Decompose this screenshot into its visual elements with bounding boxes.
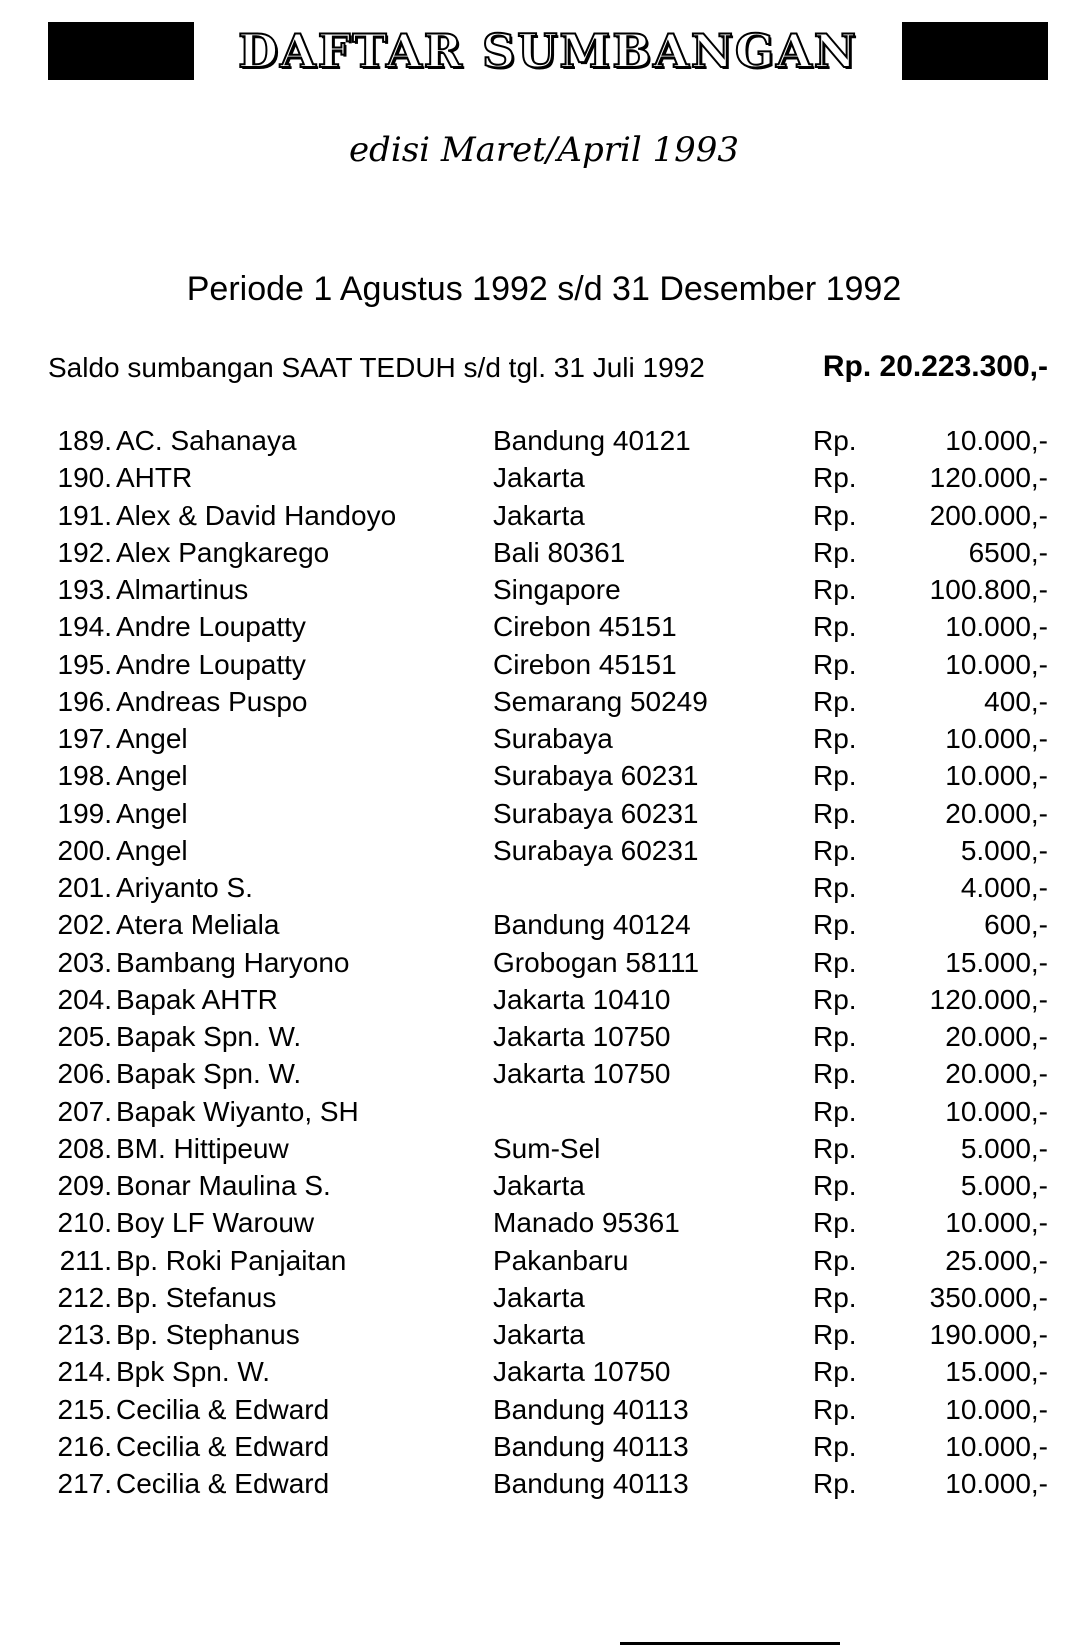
donor-city: Surabaya 60231 bbox=[493, 834, 699, 866]
currency-label: Rp. bbox=[813, 1319, 857, 1350]
donor-city: Semarang 50249 bbox=[493, 685, 708, 717]
list-item bbox=[48, 1096, 1048, 1133]
donation-amount: 20.000,- bbox=[945, 1021, 1048, 1052]
donation-amount: 600,- bbox=[984, 909, 1048, 941]
list-item bbox=[48, 1021, 1048, 1058]
entry-number: 206. bbox=[57, 1058, 112, 1090]
list-item bbox=[48, 760, 1048, 797]
donation-amount: 10.000,- bbox=[945, 1095, 1048, 1127]
currency-label: Rp. bbox=[813, 1393, 857, 1425]
list-item bbox=[48, 872, 1048, 909]
currency-label: Rp. bbox=[813, 983, 857, 1015]
list-item bbox=[48, 425, 1048, 462]
donor-city: Surabaya 60231 bbox=[493, 760, 699, 792]
entry-number: 207. bbox=[57, 1095, 112, 1127]
entry-number: 214. bbox=[57, 1356, 112, 1388]
donor-name: Andre Loupatty bbox=[116, 648, 306, 680]
donor-name: Boy LF Warouw bbox=[116, 1207, 315, 1239]
entry-number: 204. bbox=[57, 983, 112, 1015]
donation-amount: 10.000,- bbox=[945, 1393, 1048, 1425]
donor-city: Pakanbaru bbox=[493, 1244, 629, 1276]
balance-amount: Rp. 20.223.300,- bbox=[822, 350, 1048, 383]
entry-number: 199. bbox=[57, 797, 112, 829]
currency-label: Rp. bbox=[813, 425, 857, 456]
entry-number: 200. bbox=[57, 834, 112, 866]
donation-amount: 190.000,- bbox=[929, 1319, 1048, 1350]
currency-label: Rp. bbox=[813, 1468, 857, 1499]
list-item bbox=[48, 649, 1048, 686]
donor-city: Surabaya 60231 bbox=[493, 797, 699, 829]
donor-name: Cecilia & Edward bbox=[116, 1468, 330, 1499]
currency-label: Rp. bbox=[813, 648, 857, 680]
donation-amount: 5.000,- bbox=[960, 1132, 1048, 1164]
donation-amount: 10.000,- bbox=[945, 611, 1048, 643]
currency-label: Rp. bbox=[813, 946, 857, 978]
currency-label: Rp. bbox=[813, 1170, 857, 1201]
donor-name: Bonar Maulina S. bbox=[116, 1170, 331, 1201]
list-item bbox=[48, 1170, 1048, 1207]
currency-label: Rp. bbox=[813, 909, 857, 941]
list-item bbox=[48, 947, 1048, 984]
entry-number: 217. bbox=[57, 1468, 112, 1499]
currency-label: Rp. bbox=[813, 574, 857, 605]
donor-city: Jakarta 10750 bbox=[493, 1021, 671, 1052]
list-item bbox=[48, 574, 1048, 611]
donor-name: Bapak Wiyanto, SH bbox=[116, 1095, 359, 1127]
entry-number: 211. bbox=[59, 1244, 112, 1276]
currency-label: Rp. bbox=[813, 1244, 857, 1276]
donation-amount: 10.000,- bbox=[945, 425, 1048, 456]
entry-number: 205. bbox=[57, 1021, 112, 1052]
donor-name: AC. Sahanaya bbox=[116, 425, 297, 456]
donor-name: Andreas Puspo bbox=[116, 685, 308, 717]
donor-name: Almartinus bbox=[116, 574, 249, 605]
donor-name: Cecilia & Edward bbox=[116, 1393, 330, 1425]
list-item bbox=[48, 835, 1048, 872]
donor-name: Cecilia & Edward bbox=[116, 1430, 330, 1462]
list-item bbox=[48, 1356, 1048, 1393]
donation-amount: 10.000,- bbox=[945, 1468, 1048, 1499]
currency-label: Rp. bbox=[813, 872, 857, 903]
entry-number: 212. bbox=[57, 1281, 112, 1313]
donor-name: Bp. Stephanus bbox=[116, 1319, 300, 1350]
list-item bbox=[48, 1058, 1048, 1095]
currency-label: Rp. bbox=[813, 1281, 857, 1313]
donor-city: Bali 80361 bbox=[493, 536, 626, 568]
donation-amount: 100.800,- bbox=[929, 574, 1048, 605]
donation-amount: 10.000,- bbox=[945, 760, 1048, 792]
list-item bbox=[48, 1133, 1048, 1170]
currency-label: Rp. bbox=[813, 723, 857, 754]
currency-label: Rp. bbox=[813, 685, 857, 717]
list-item bbox=[48, 611, 1048, 648]
donor-name: Bapak Spn. W. bbox=[116, 1021, 302, 1052]
currency-label: Rp. bbox=[813, 1058, 857, 1090]
donor-city: Grobogan 58111 bbox=[493, 946, 700, 978]
entry-number: 208. bbox=[57, 1132, 112, 1164]
donor-city: Jakarta bbox=[493, 1319, 585, 1350]
entry-number: 191. bbox=[57, 499, 112, 531]
donation-amount: 350.000,- bbox=[929, 1281, 1048, 1313]
donor-name: BM. Hittipeuw bbox=[116, 1132, 289, 1164]
list-item bbox=[48, 798, 1048, 835]
entry-number: 190. bbox=[57, 462, 112, 494]
list-item bbox=[48, 723, 1048, 760]
currency-label: Rp. bbox=[813, 611, 857, 643]
list-item bbox=[48, 1394, 1048, 1431]
entry-number: 198. bbox=[57, 760, 112, 792]
currency-label: Rp. bbox=[813, 1430, 857, 1462]
donor-city: Jakarta 10750 bbox=[493, 1058, 671, 1090]
list-item bbox=[48, 1319, 1048, 1356]
entry-number: 215. bbox=[57, 1393, 112, 1425]
donor-name: Andre Loupatty bbox=[116, 611, 306, 643]
currency-label: Rp. bbox=[813, 536, 857, 568]
donation-amount: 200.000,- bbox=[929, 499, 1048, 531]
entry-number: 202. bbox=[57, 909, 112, 941]
donor-city: Bandung 40121 bbox=[493, 425, 691, 456]
donor-city: Singapore bbox=[493, 574, 621, 605]
entry-number: 210. bbox=[57, 1207, 112, 1239]
list-item bbox=[48, 984, 1048, 1021]
list-item bbox=[48, 1245, 1048, 1282]
donation-amount: 10.000,- bbox=[945, 1207, 1048, 1239]
entry-number: 201. bbox=[57, 872, 112, 903]
period-heading: Periode 1 Agustus 1992 s/d 31 Desember 1992 bbox=[186, 270, 902, 308]
donor-city: Jakarta bbox=[493, 462, 585, 494]
entry-number: 213. bbox=[57, 1319, 112, 1350]
donor-name: Angel bbox=[116, 797, 188, 829]
donation-amount: 6500,- bbox=[968, 536, 1048, 568]
list-item bbox=[48, 537, 1048, 574]
donation-amount: 20.000,- bbox=[945, 797, 1048, 829]
currency-label: Rp. bbox=[813, 1132, 857, 1164]
page-header bbox=[48, 22, 1048, 80]
donation-amount: 25.000,- bbox=[945, 1244, 1048, 1276]
donor-city: Bandung 40113 bbox=[493, 1430, 689, 1462]
header-bar-left bbox=[48, 22, 194, 80]
list-item bbox=[48, 1207, 1048, 1244]
entry-number: 196. bbox=[57, 685, 112, 717]
donor-name: Bapak AHTR bbox=[116, 983, 278, 1015]
entry-number: 195. bbox=[57, 648, 112, 680]
donor-city: Bandung 40124 bbox=[493, 909, 691, 941]
donation-amount: 10.000,- bbox=[945, 648, 1048, 680]
donor-city: Bandung 40113 bbox=[493, 1468, 689, 1499]
donor-name: Bambang Haryono bbox=[116, 946, 350, 978]
donation-amount: 20.000,- bbox=[945, 1058, 1048, 1090]
donor-name: Angel bbox=[116, 723, 188, 754]
entry-number: 194. bbox=[57, 611, 112, 643]
bottom-rule bbox=[620, 1642, 840, 1645]
donor-name: Angel bbox=[116, 760, 188, 792]
donor-name: Bapak Spn. W. bbox=[116, 1058, 302, 1090]
donor-name: Atera Meliala bbox=[116, 909, 280, 941]
donor-city: Jakarta 10410 bbox=[493, 983, 671, 1015]
donor-city: Manado 95361 bbox=[493, 1207, 680, 1239]
currency-label: Rp. bbox=[813, 760, 857, 792]
currency-label: Rp. bbox=[813, 1356, 857, 1388]
donation-amount: 10.000,- bbox=[945, 1430, 1048, 1462]
donor-city: Jakarta 10750 bbox=[493, 1356, 671, 1388]
currency-label: Rp. bbox=[813, 1095, 857, 1127]
donation-list bbox=[48, 425, 1048, 1505]
donor-city: Bandung 40113 bbox=[493, 1393, 689, 1425]
currency-label: Rp. bbox=[813, 499, 857, 531]
currency-label: Rp. bbox=[813, 797, 857, 829]
donor-city: Sum-Sel bbox=[493, 1132, 601, 1164]
balance-label: Saldo sumbangan SAAT TEDUH s/d tgl. 31 Juli 1992 bbox=[48, 352, 705, 383]
list-item bbox=[48, 1468, 1048, 1505]
donation-amount: 120.000,- bbox=[929, 983, 1048, 1015]
donation-amount: 15.000,- bbox=[945, 1356, 1048, 1388]
currency-label: Rp. bbox=[813, 1021, 857, 1052]
donation-amount: 10.000,- bbox=[945, 723, 1048, 754]
header-bar-right bbox=[902, 22, 1048, 80]
donor-city: Jakarta bbox=[493, 1281, 585, 1313]
donor-city: Surabaya bbox=[493, 723, 613, 754]
entry-number: 216. bbox=[57, 1430, 112, 1462]
entry-number: 197. bbox=[57, 723, 112, 754]
list-item bbox=[48, 500, 1048, 537]
donor-name: Alex & David Handoyo bbox=[116, 499, 397, 531]
currency-label: Rp. bbox=[813, 1207, 857, 1239]
donation-amount: 400,- bbox=[984, 685, 1048, 717]
donor-name: AHTR bbox=[116, 462, 193, 494]
donor-name: Angel bbox=[116, 834, 188, 866]
donation-amount: 4.000,- bbox=[960, 872, 1048, 903]
list-item bbox=[48, 1282, 1048, 1319]
donor-name: Alex Pangkarego bbox=[116, 536, 330, 568]
entry-number: 189. bbox=[57, 425, 112, 456]
list-item bbox=[48, 909, 1048, 946]
entry-number: 209. bbox=[57, 1170, 112, 1201]
entry-number: 192. bbox=[57, 536, 112, 568]
donor-name: Bp. Roki Panjaitan bbox=[116, 1244, 347, 1276]
opening-balance bbox=[48, 352, 1048, 392]
donor-name: Ariyanto S. bbox=[116, 872, 253, 903]
donor-name: Bpk Spn. W. bbox=[116, 1356, 271, 1388]
donation-amount: 5.000,- bbox=[960, 834, 1048, 866]
donation-amount: 15.000,- bbox=[945, 946, 1048, 978]
donor-city: Jakarta bbox=[493, 499, 585, 531]
list-item bbox=[48, 1431, 1048, 1468]
donor-city: Cirebon 45151 bbox=[493, 611, 677, 643]
edition-subtitle: edisi Maret/April 1993 bbox=[348, 130, 740, 170]
donation-amount: 120.000,- bbox=[929, 462, 1048, 494]
donation-amount: 5.000,- bbox=[960, 1170, 1048, 1201]
donor-name: Bp. Stefanus bbox=[116, 1281, 277, 1313]
list-item bbox=[48, 686, 1048, 723]
currency-label: Rp. bbox=[813, 834, 857, 866]
entry-number: 203. bbox=[57, 946, 112, 978]
currency-label: Rp. bbox=[813, 462, 857, 494]
list-item bbox=[48, 462, 1048, 499]
entry-number: 193. bbox=[57, 574, 112, 605]
donor-city: Jakarta bbox=[493, 1170, 585, 1201]
donor-city: Cirebon 45151 bbox=[493, 648, 677, 680]
page-title: DAFTAR SUMBANGAN bbox=[238, 24, 858, 78]
